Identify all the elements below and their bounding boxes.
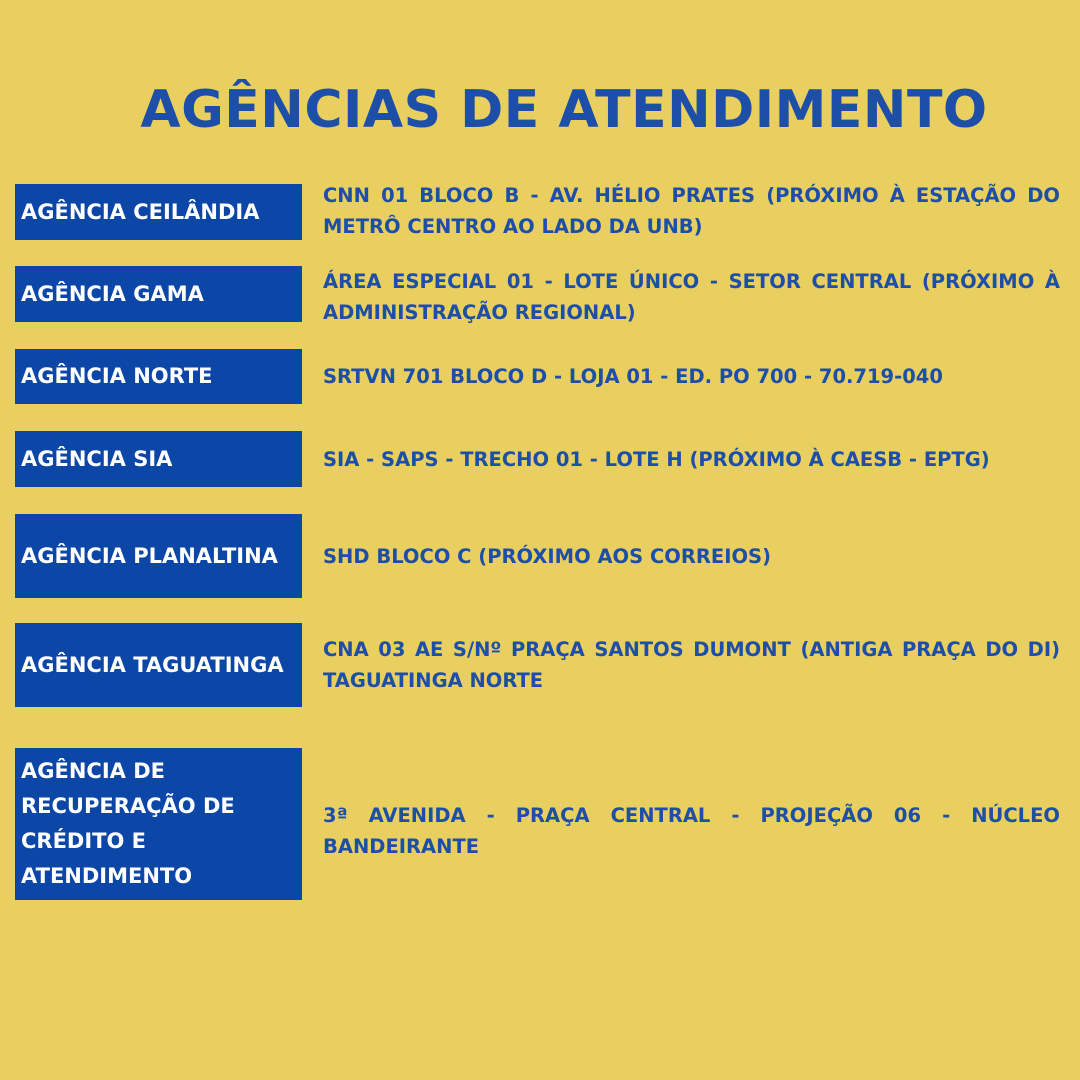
agency-label-taguatinga: AGÊNCIA TAGUATINGA (15, 623, 302, 707)
agency-address-sia (323, 431, 1060, 487)
agency-label-gama: AGÊNCIA GAMA (15, 266, 302, 322)
agency-address-gama (323, 266, 1060, 328)
agency-address-planaltina (323, 514, 1060, 598)
agency-address-sia-text: SIA - SAPS - TRECHO 01 - LOTE H (PRÓXIMO À CAESB - EPTG) (323, 447, 990, 471)
agency-address-planaltina-text: SHD BLOCO C (PRÓXIMO AOS CORREIOS) (323, 544, 771, 568)
agency-address-ceilandia-text: CNN 01 BLOCO B - AV. HÉLIO PRATES (PRÓXIMO À ESTAÇÃO DO METRÔ CENTRO AO LADO DA UNB) (323, 184, 1060, 238)
agency-label-norte: AGÊNCIA NORTE (15, 349, 302, 404)
agency-address-recuperacao-credito-text: 3ª AVENIDA - PRAÇA CENTRAL - PROJEÇÃO 06 - NÚCLEO BANDEIRANTE (323, 804, 1060, 858)
agency-address-recuperacao-credito (323, 748, 1060, 914)
agency-address-ceilandia (323, 180, 1060, 242)
page-title: AGÊNCIAS DE ATENDIMENTO (140, 80, 988, 140)
agency-address-gama-text: ÁREA ESPECIAL 01 - LOTE ÚNICO - SETOR CENTRAL (PRÓXIMO À ADMINISTRAÇÃO REGIONAL) (323, 270, 1060, 324)
agency-label-planaltina: AGÊNCIA PLANALTINA (15, 514, 302, 598)
agency-label-recuperacao-credito: AGÊNCIA DE RECUPERAÇÃO DE CRÉDITO E ATENDIMENTO (15, 748, 302, 900)
agency-address-taguatinga-text: CNA 03 AE S/Nº PRAÇA SANTOS DUMONT (ANTIGA PRAÇA DO DI) TAGUATINGA NORTE (323, 638, 1060, 692)
agency-label-sia: AGÊNCIA SIA (15, 431, 302, 487)
agency-address-taguatinga (323, 623, 1060, 707)
agency-address-norte-text: SRTVN 701 BLOCO D - LOJA 01 - ED. PO 700 - 70.719-040 (323, 365, 943, 388)
agency-label-ceilandia: AGÊNCIA CEILÂNDIA (15, 184, 302, 240)
agency-address-norte (323, 349, 1060, 404)
